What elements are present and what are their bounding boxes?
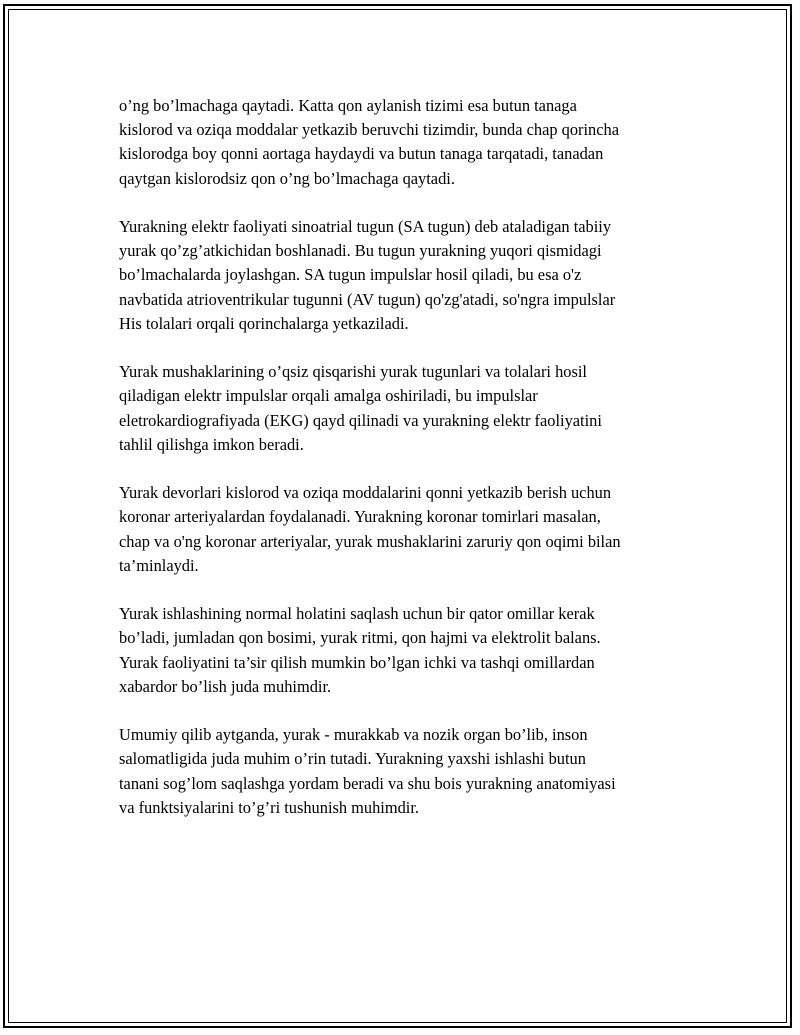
paragraph-3 [119, 360, 719, 457]
text-line: tahlil qilishga imkon beradi. [119, 434, 304, 454]
text-line: kislorod va oziqa moddalar yetkazib beruvchi tizimdir, bunda chap qorincha [119, 120, 620, 140]
paragraph-6 [119, 723, 719, 820]
text-line: koronar arteriyalardan foydalanadi. Yurakning koronar tomirlari masalan, [119, 507, 601, 527]
text-line: Yurak ishlashining normal holatini saqlash uchun bir qator omillar kerak [119, 604, 595, 624]
text-line: Yurak devorlari kislorod va oziqa moddalarini qonni yetkazib berish uchun [119, 483, 612, 503]
document-body [119, 94, 719, 844]
text-line: o’ng bo’lmachaga qaytadi. Katta qon aylanish tizimi esa butun tanaga [119, 96, 577, 115]
text-line: Yurakning elektr faoliyati sinoatrial tugun (SA tugun) deb ataladigan tabiiy [119, 217, 612, 236]
text-line: tanani sog’lom saqlashga yordam beradi va shu bois yurakning anatomiyasi [119, 773, 616, 793]
text-line: yurak qo’zg’atkichidan boshlanadi. Bu tugun yurakning yuqori qismidagi [119, 241, 602, 261]
text-line: Umumiy qilib aytganda, yurak - murakkab va nozik organ bo’lib, inson [119, 725, 588, 745]
text-line: va funktsiyalarini to’g’ri tushunish muhimdir. [119, 797, 420, 817]
text-line: salomatligida juda muhim o’rin tutadi. Yurakning yaxshi ishlashi butun [119, 749, 586, 769]
text-line: qiladigan elektr impulslar orqali amalga oshiriladi, bu impulslar [119, 386, 538, 406]
text-line: Yurak faoliyatini ta’sir qilish mumkin bo’lgan ichki va tashqi omillardan [119, 652, 595, 672]
text-line: ta’minlaydi. [119, 555, 199, 575]
paragraph-2 [119, 215, 719, 336]
text-line: xabardor bo’lish juda muhimdir. [119, 676, 332, 696]
paragraph-5 [119, 602, 719, 699]
text-line: bo’ladi, jumladan qon bosimi, yurak ritmi, qon hajmi va elektrolit balans. [119, 628, 601, 648]
text-line: eletrokardiografiyada (EKG) qayd qilinadi va yurakning elektr faoliyatini [119, 410, 602, 430]
text-line: chap va o'ng koronar arteriyalar, yurak mushaklarini zaruriy qon oqimi bilan [119, 531, 621, 551]
text-line: Yurak mushaklarining o’qsiz qisqarishi yurak tugunlari va tolalari hosil [119, 362, 587, 382]
text-line: navbatida atrioventrikular tugunni (AV tugun) qo'zg'atadi, so'ngra impulslar [119, 289, 616, 309]
text-line: kislorodga boy qonni aortaga haydaydi va butun tanaga tarqatadi, tanadan [119, 144, 604, 164]
paragraph-1 [119, 94, 719, 191]
text-line: His tolalari orqali qorinchalarga yetkaziladi. [119, 313, 409, 333]
text-line: bo’lmachalarda joylashgan. SA tugun impulslar hosil qiladi, bu esa o'z [119, 265, 582, 285]
paragraph-4 [119, 481, 719, 578]
text-line: qaytgan kislorodsiz qon o’ng bo’lmachaga qaytadi. [119, 168, 455, 188]
